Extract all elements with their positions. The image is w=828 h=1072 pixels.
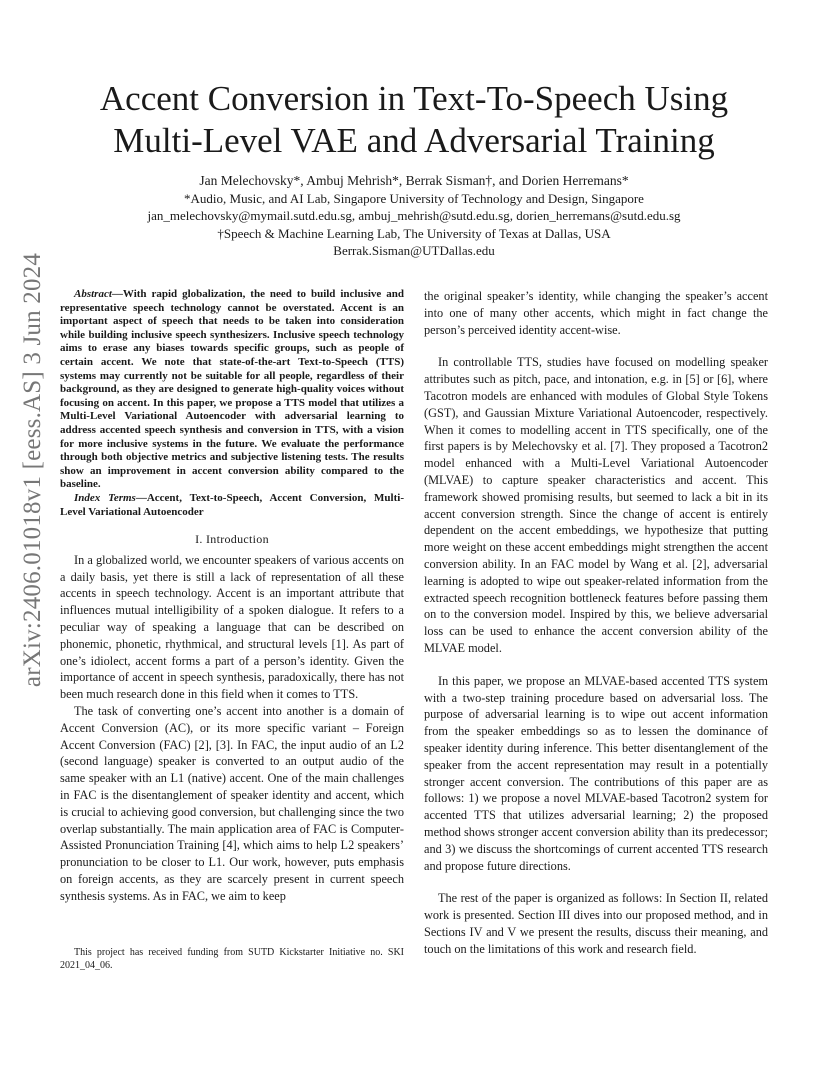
affiliation-2: †Speech & Machine Learning Lab, The University of Texas at Dallas, USA: [217, 225, 611, 241]
paragraph: The task of converting one’s accent into another is a domain of Accent Conversion (AC), or its more specific variant – Foreign Accent Conversion (FAC) [2], [3]. In FAC, the input audio of an L2 (second language) speaker is converted to an output audio of the same speaker with an L1 (native) accent. One of the main challenges in FAC is the disentanglement of speaker identity and accent, which is crucial to achieving good conversion, but challenging since the two overlap substantially. The main application area of FAC is Computer-Assisted Pronunciation Training [4], which aims to help L2 speakers’ pronunciation to be closer to L1. Our work, however, puts emphasis on foreign accents, as they are scarcely present in current speech synthesis systems. As in FAC, we aim to keep: [60, 704, 404, 903]
index-terms-text: —Accent, Text-to-Speech, Accent Conversion, Multi-Level Variational Autoencoder: [60, 491, 404, 518]
arxiv-id: arXiv:2406.01018v1 [eess.AS] 3 Jun 2024: [19, 252, 46, 688]
footnote: This project has received funding from SUTD Kickstarter Initiative no. SKI 2021_04_06.: [60, 947, 404, 971]
title-line-1: Accent Conversion in Text-To-Speech Using: [99, 79, 729, 118]
paragraph: the original speaker’s identity, while changing the speaker’s accent into one of many other accents, which might in fact change the person’s perceived identity accent-wise.: [424, 289, 768, 337]
paragraph: The rest of the paper is organized as follows: In Section II, related work is presented. Section III dives into our proposed method, and in Sections IV and V we present the results, discuss their meaning, and touch on the limitations of this work and research field.: [424, 891, 768, 956]
paragraph: In this paper, we propose an MLVAE-based accented TTS system with a two-step training procedure based on adversarial loss. The purpose of adversarial learning is to wipe out accent information from the speaker embeddings so as to lessen the dominance of speaker identity during inference. This better disentanglement of the speaker from the accent representation may result in a potentially stronger accent conversion. The contributions of this paper are as follows: 1) we propose a novel MLVAE-based Tacotron2 system for accented TTS that utilizes adversarial learning; 2) the proposed method shows stronger accent conversion ability than its predecessor; and 3) we discuss the shortcomings of current accented TTS research and propose future directions.: [424, 673, 768, 873]
index-terms: [60, 492, 404, 519]
affiliation-1: *Audio, Music, and AI Lab, Singapore University of Technology and Design, Singapore: [184, 190, 644, 206]
abstract-text: —With rapid globalization, the need to build inclusive and representative speech technology cannot be overstated. Accent is an important aspect of speech that needs to be taken into consideration while building inclusive speech synthesizers. Inclusive speech technology aims to erase any biases towards specific groups, such as people of certain accent. We note that state-of-the-art Text-to-Speech (TTS) systems may currently not be suitable for all people, regardless of their background, as they are designed to generate high-quality voices without focusing on accent. In this paper, we propose a TTS model that utilizes a Multi-Level Variational Autoencoder with adversarial learning to address accented speech synthesis and conversion in TTS, with a vision for more inclusive systems in the future. We evaluate the performance through both objective metrics and subjective listening tests. The results show an improvement in accent conversion ability compared to the baseline.: [60, 288, 404, 491]
author-names: Jan Melechovsky*, Ambuj Mehrish*, Berrak Sisman†, and Dorien Herremans*: [199, 173, 629, 188]
index-terms-label: Index Terms: [74, 491, 136, 504]
email-2: Berrak.Sisman@UTDallas.edu: [333, 243, 495, 258]
title-line-2: Multi-Level VAE and Adversarial Training: [113, 121, 715, 160]
abstract: [60, 288, 404, 492]
abstract-label: Abstract: [74, 288, 112, 300]
right-column: [424, 288, 768, 957]
emails-1: jan_melechovsky@mymail.sutd.edu.sg, ambuj_mehrish@sutd.edu.sg, dorien_herremans@sutd.edu.sg: [147, 208, 681, 223]
left-column: [60, 288, 404, 905]
arxiv-watermark: [8, 252, 58, 688]
paragraph: In controllable TTS, studies have focused on modelling speaker attributes such as pitch, pace, and intonation, e.g. in [5] or [6], where Tacotron models are enhanced with modules of Global Style Tokens (GST), and Gaussian Mixture Variational Autoencoder, respectively. When it comes to modelling accent in TTS specifically, one of the first papers is by Melechovsky et al. [7]. They proposed a Tacotron2 model enhanced with a Multi-Level Variational Autoencoder (MLVAE) to capture speaker characteristics and accent. This framework showed promising results, but seemed to lack a bit in its accent conversion strength. Since the change of accent is entirely dependent on the accent embeddings, we hypothesize that putting more weight on these accent embeddings might strengthen the accent conversion ability. In an FAC model by Wang et al. [2], adversarial learning is adopted to wipe out speaker-related information from the extracted speech recognition bottleneck features before passing them on to the conversion model. Inspired by this, we believe adversarial loss can be used to enhance the accent conversion ability of the MLVAE model.: [424, 355, 768, 655]
section-heading-introduction: I. Introduction: [195, 532, 269, 547]
author-block: [60, 172, 768, 260]
paragraph: In a globalized world, we encounter speakers of various accents on a daily basis, yet there is still a lack of representation of all these accents in speech technology. Accent is an important attribute that influences mutual intelligibility of a spoken dialogue. It refers to a peculiar way of speaking a language that can be described on phonemic, phonetic, rhythmical, and structural levels [1]. As part of one’s idiolect, accent forms a part of a person’s identity. Given the importance of accent in speech synthesis, paradoxically, there has not been much research done in this field when it comes to TTS.: [60, 552, 404, 702]
paper-title: [60, 78, 768, 162]
